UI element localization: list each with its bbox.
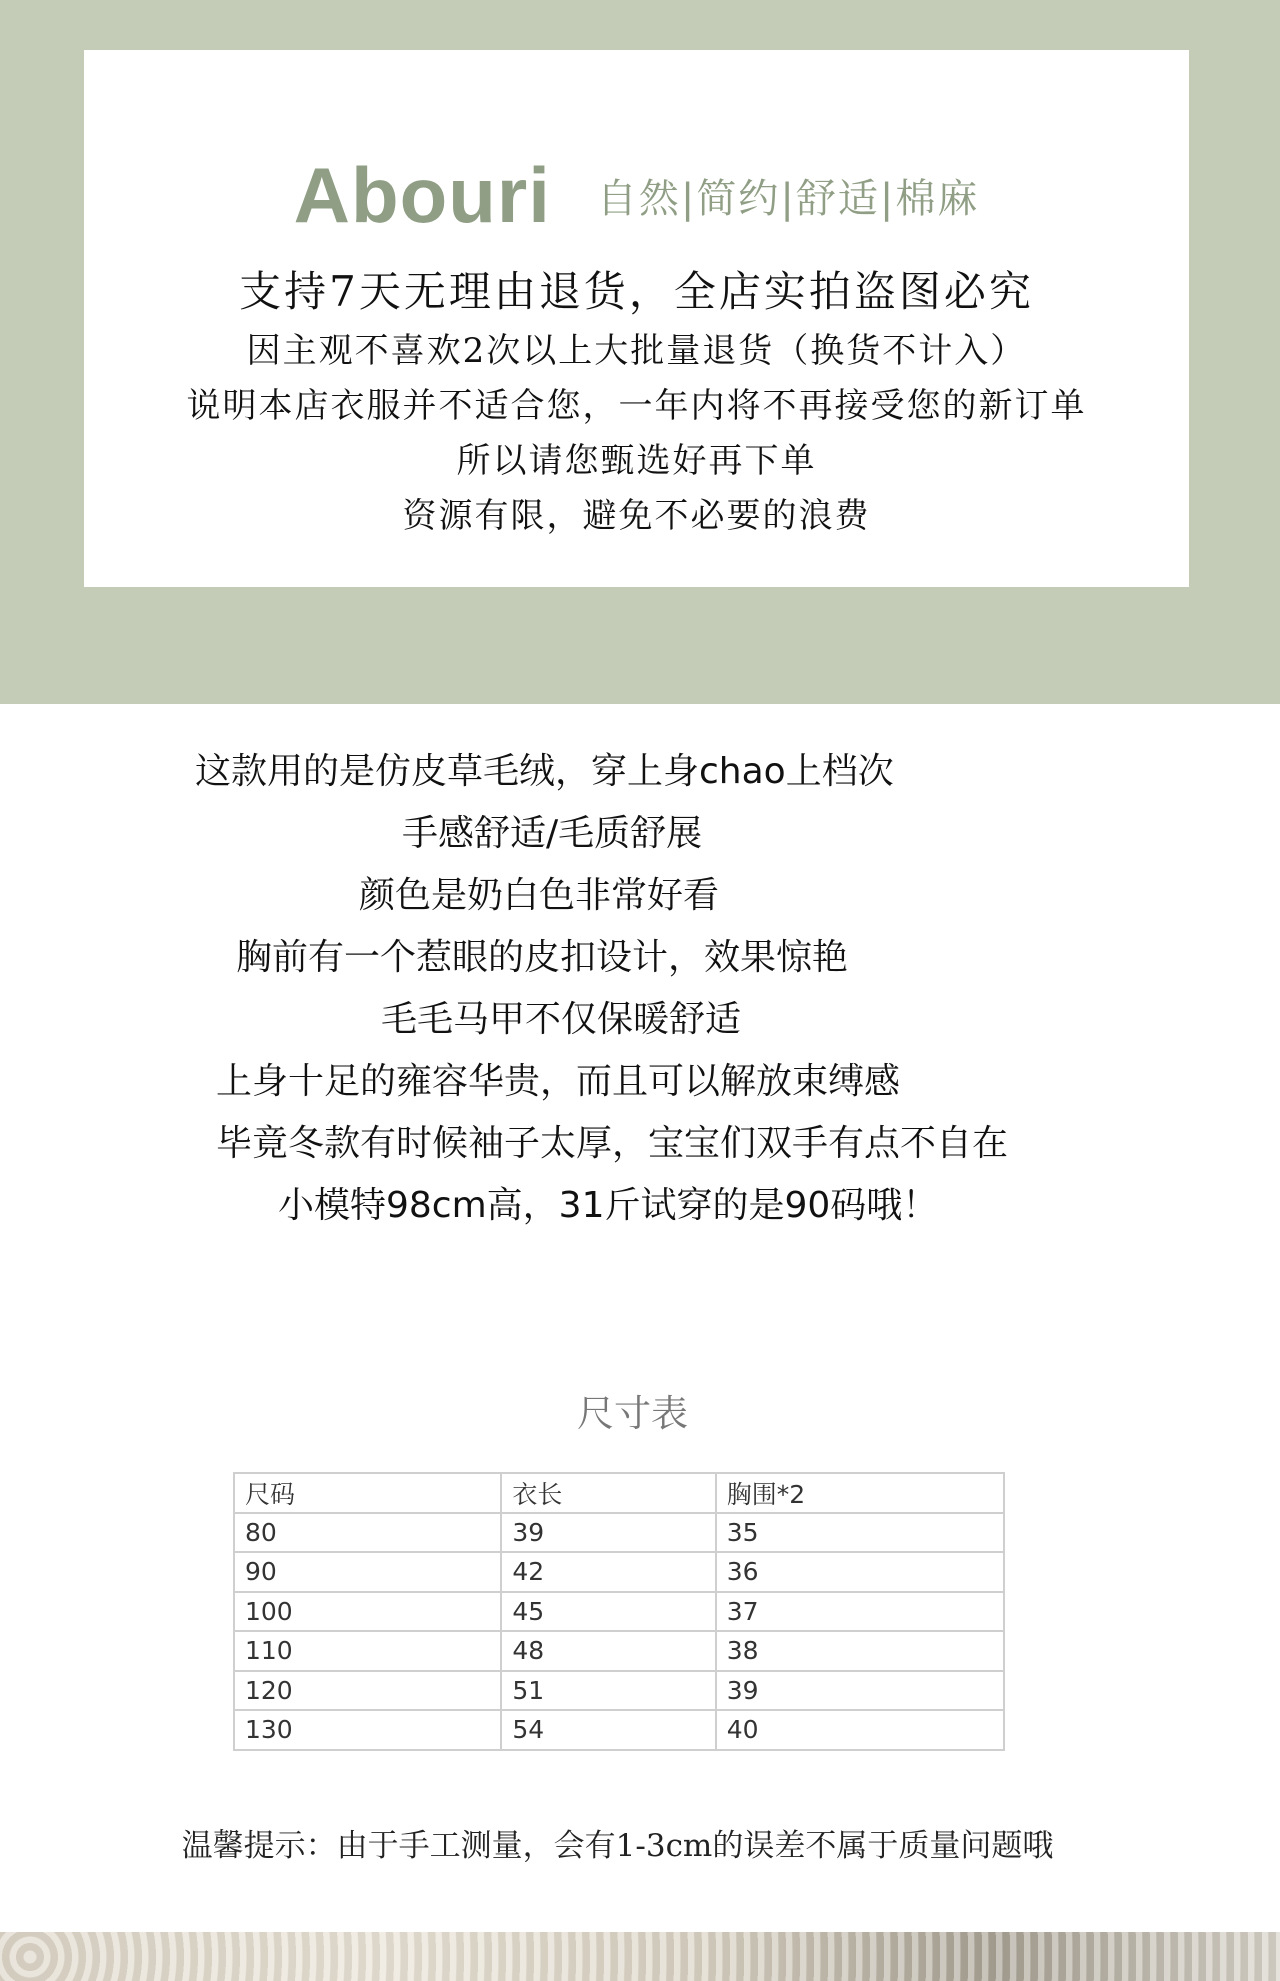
description-line: 颜色是奶白色非常好看 (359, 875, 720, 916)
notice-line: 资源有限，避免不必要的浪费 (402, 496, 871, 536)
header-cell: 胸围*2 (716, 1473, 1004, 1513)
table-cell: 37 (716, 1592, 1004, 1632)
table-row (234, 1513, 1004, 1553)
table-cell: 40 (716, 1710, 1004, 1750)
brand-row (84, 150, 1189, 241)
header-cell: 尺码 (234, 1473, 501, 1513)
table-row (234, 1552, 1004, 1592)
table-row (234, 1631, 1004, 1671)
table-cell: 130 (234, 1710, 501, 1750)
return-policy-notice (84, 260, 1189, 544)
description-line: 手感舒适/毛质舒展 (402, 813, 703, 854)
description-line: 毕竟冬款有时候袖子太厚，宝宝们双手有点不自在 (216, 1123, 1009, 1164)
size-chart-table (233, 1472, 1005, 1751)
table-row (234, 1710, 1004, 1750)
size-chart-title: 尺寸表 (577, 1392, 688, 1435)
table-cell: 90 (234, 1552, 501, 1592)
notice-line: 支持7天无理由退货，全店实拍盗图必究 (239, 267, 1034, 316)
table-row (234, 1592, 1004, 1632)
notice-line: 因主观不喜欢2次以上大批量退货（换货不计入） (246, 331, 1027, 371)
table-cell: 39 (716, 1671, 1004, 1711)
description-line: 上身十足的雍容华贵，而且可以解放束缚感 (216, 1061, 901, 1102)
table-cell: 80 (234, 1513, 501, 1553)
table-cell: 45 (501, 1592, 715, 1632)
description-line: 毛毛马甲不仅保暖舒适 (381, 999, 742, 1040)
product-photo-edge (0, 1932, 1280, 1981)
table-cell: 100 (234, 1592, 501, 1632)
table-cell: 39 (501, 1513, 715, 1553)
table-cell: 48 (501, 1631, 715, 1671)
table-cell: 54 (501, 1710, 715, 1750)
notice-line: 说明本店衣服并不适合您，一年内将不再接受您的新订单 (186, 386, 1087, 426)
top-banner (0, 0, 1280, 704)
table-cell: 35 (716, 1513, 1004, 1553)
table-cell: 42 (501, 1552, 715, 1592)
notice-line: 所以请您甄选好再下单 (456, 441, 817, 481)
header-cell: 衣长 (501, 1473, 715, 1513)
table-cell: 36 (716, 1552, 1004, 1592)
table-cell: 110 (234, 1631, 501, 1671)
notice-card (84, 50, 1189, 587)
table-header-row (234, 1473, 1004, 1513)
photo-texture (0, 1932, 1280, 1981)
table-cell: 38 (716, 1631, 1004, 1671)
brand-logo-text: Abouri (293, 151, 551, 239)
table-cell: 120 (234, 1671, 501, 1711)
table-row (234, 1671, 1004, 1711)
description-line: 小模特98cm高，31斤试穿的是90码哦！ (278, 1185, 939, 1226)
description-line: 胸前有一个惹眼的皮扣设计，效果惊艳 (236, 937, 849, 978)
table-cell: 51 (501, 1671, 715, 1711)
measurement-tip: 温馨提示：由于手工测量，会有1-3cm的误差不属于质量问题哦 (181, 1828, 1054, 1864)
description-line: 这款用的是仿皮草毛绒，穿上身chao上档次 (195, 751, 894, 792)
brand-tagline: 自然|简约|舒适|棉麻 (596, 176, 980, 222)
